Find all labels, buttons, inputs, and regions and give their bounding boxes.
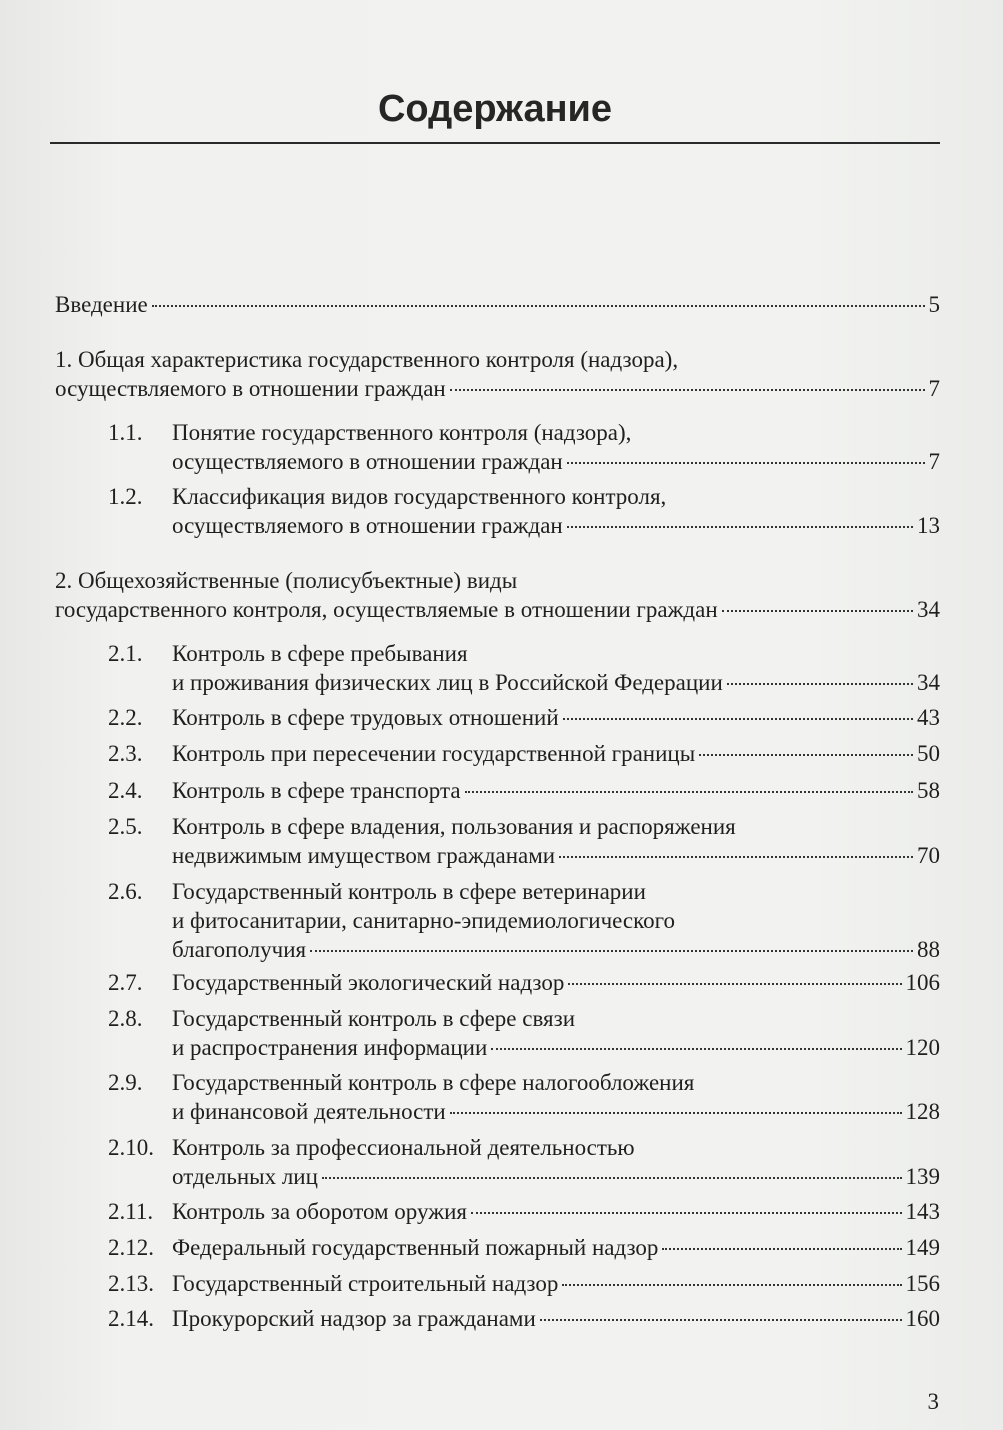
- toc-entry-text: Введение: [55, 292, 148, 317]
- toc-entry-page: 143: [905, 1199, 940, 1224]
- toc-entry-page: 128: [905, 1099, 940, 1124]
- toc-entry-page: 70: [917, 843, 940, 868]
- page-number: 3: [927, 1389, 939, 1414]
- toc-entry[interactable]: [108, 1068, 940, 1126]
- toc-entry[interactable]: [108, 968, 940, 997]
- dot-leader: [722, 610, 913, 612]
- page-title: Содержание: [377, 88, 613, 130]
- toc-entry-number: 2.10.: [108, 1135, 154, 1160]
- dot-leader: [562, 1284, 901, 1286]
- toc-entry[interactable]: [108, 639, 940, 697]
- toc-entry-text: благополучия: [172, 937, 307, 962]
- toc-entry[interactable]: [108, 1269, 940, 1298]
- toc-entry[interactable]: [108, 1304, 940, 1333]
- toc-entry[interactable]: [55, 345, 940, 403]
- toc-entry-number: 2.9.: [108, 1070, 143, 1095]
- toc-entry-text: Контроль за профессиональной деятельностью: [172, 1135, 635, 1160]
- toc-entry[interactable]: [108, 1133, 940, 1191]
- toc-entry-number: 2.11.: [108, 1199, 154, 1224]
- toc-entry-text: Контроль в сфере пребывания: [172, 641, 468, 666]
- toc-entry-number: 1.2.: [108, 484, 143, 509]
- dot-leader: [310, 950, 913, 952]
- dot-leader: [491, 1048, 901, 1050]
- toc-entry-page: 7: [928, 449, 940, 474]
- dot-leader: [450, 1112, 902, 1114]
- toc-entry-text: отдельных лиц: [172, 1164, 318, 1189]
- toc-entry-number: 2.4.: [108, 778, 143, 803]
- dot-leader: [559, 856, 913, 858]
- toc-entry-number: 2.1.: [108, 641, 143, 666]
- toc-entry[interactable]: [108, 877, 940, 964]
- toc-entry-text: 1. Общая характеристика государственного контроля (надзора),: [55, 347, 679, 372]
- toc-entry-text: Федеральный государственный пожарный надзор: [172, 1235, 659, 1260]
- dot-leader: [567, 526, 913, 528]
- toc-entry-page: 160: [905, 1306, 940, 1331]
- toc-entry-page: 34: [917, 597, 940, 622]
- toc-entry-text: осуществляемого в отношении граждан: [172, 513, 563, 538]
- toc-entry-page: 58: [917, 778, 940, 803]
- toc-entry-text: Понятие государственного контроля (надзора),: [172, 420, 632, 445]
- toc-entry-number: 2.3.: [108, 741, 143, 766]
- toc-entry-text: Государственный контроль в сфере ветеринарии: [172, 879, 646, 904]
- toc-entry-text: Государственный экологический надзор: [172, 970, 565, 995]
- toc-entry-page: 43: [917, 705, 940, 730]
- toc-entry[interactable]: [108, 418, 940, 476]
- toc-entry-page: 106: [905, 970, 940, 995]
- dot-leader: [471, 1212, 902, 1214]
- toc-entry-number: 2.12.: [108, 1235, 154, 1260]
- dot-leader: [563, 718, 913, 720]
- dot-leader: [540, 1319, 902, 1321]
- toc-entry-number: 2.6.: [108, 879, 143, 904]
- toc-entry-text: Прокурорский надзор за гражданами: [172, 1306, 536, 1331]
- toc-entry-page: 120: [905, 1035, 940, 1060]
- dot-leader: [465, 791, 913, 793]
- toc-entry-page: 13: [917, 513, 940, 538]
- toc-entry[interactable]: [108, 812, 940, 870]
- toc-entry-number: 2.2.: [108, 705, 143, 730]
- toc-entry[interactable]: [108, 482, 940, 540]
- toc-entry-text: Контроль при пересечении государственной границы: [172, 741, 696, 766]
- toc-entry-page: 5: [928, 292, 940, 317]
- toc-entry-page: 149: [905, 1235, 940, 1260]
- toc-entry-page: 50: [917, 741, 940, 766]
- toc-entry-number: 1.1.: [108, 420, 143, 445]
- toc-entry-text: Классификация видов государственного контроля,: [172, 484, 667, 509]
- toc-entry-number: 2.13.: [108, 1271, 154, 1296]
- toc-entry[interactable]: [108, 1197, 940, 1226]
- toc-entry-number: 2.14.: [108, 1306, 154, 1331]
- toc-entry-text: Государственный контроль в сфере связи: [172, 1006, 576, 1031]
- dot-leader: [322, 1177, 902, 1179]
- toc-entry[interactable]: [108, 1233, 940, 1262]
- toc-entry[interactable]: [108, 739, 940, 768]
- toc-entry-text: 2. Общехозяйственные (полисубъектные) виды: [55, 568, 518, 593]
- dot-leader: [567, 462, 925, 464]
- toc-entry-text: недвижимым имуществом гражданами: [172, 843, 556, 868]
- dot-leader: [662, 1248, 901, 1250]
- dot-leader: [727, 683, 913, 685]
- title-rule: [50, 142, 940, 144]
- toc-entry-text: Государственный строительный надзор: [172, 1271, 559, 1296]
- toc-entry-text: государственного контроля, осуществляемые в отношении граждан: [55, 597, 718, 622]
- toc-entry-number: 2.7.: [108, 970, 143, 995]
- toc-entry-text: и проживания физических лиц в Российской Федерации: [172, 670, 723, 695]
- dot-leader: [568, 983, 901, 985]
- toc-entry-page: 156: [905, 1271, 940, 1296]
- toc-entry-page: 139: [905, 1164, 940, 1189]
- toc-entry-text: Контроль в сфере владения, пользования и распоряжения: [172, 814, 736, 839]
- toc-entry-page: 88: [917, 937, 940, 962]
- toc-entry-text: Контроль в сфере транспорта: [172, 778, 461, 803]
- toc-entry-text: и фитосанитарии, санитарно-эпидемиологического: [172, 908, 675, 933]
- toc-entry-page: 34: [917, 670, 940, 695]
- toc-entry[interactable]: [108, 776, 940, 805]
- toc-entry-text: осуществляемого в отношении граждан: [172, 449, 563, 474]
- toc-entry[interactable]: [55, 566, 940, 624]
- dot-leader: [450, 389, 925, 391]
- toc-entry[interactable]: [108, 1004, 940, 1062]
- toc-entry-text: и распространения информации: [172, 1035, 488, 1060]
- toc-entry-number: 2.5.: [108, 814, 143, 839]
- toc-entry-text: осуществляемого в отношении граждан: [55, 376, 446, 401]
- toc-entry[interactable]: [108, 703, 940, 732]
- toc-entry-number: 2.8.: [108, 1006, 143, 1031]
- toc-entry-text: Государственный контроль в сфере налогообложения: [172, 1070, 695, 1095]
- toc-entry-text: Контроль в сфере трудовых отношений: [172, 705, 559, 730]
- toc-entry[interactable]: [55, 290, 940, 319]
- toc-entry-text: и финансовой деятельности: [172, 1099, 446, 1124]
- dot-leader: [699, 754, 913, 756]
- toc-entry-page: 7: [928, 376, 940, 401]
- dot-leader: [152, 305, 925, 307]
- toc-entry-text: Контроль за оборотом оружия: [172, 1199, 467, 1224]
